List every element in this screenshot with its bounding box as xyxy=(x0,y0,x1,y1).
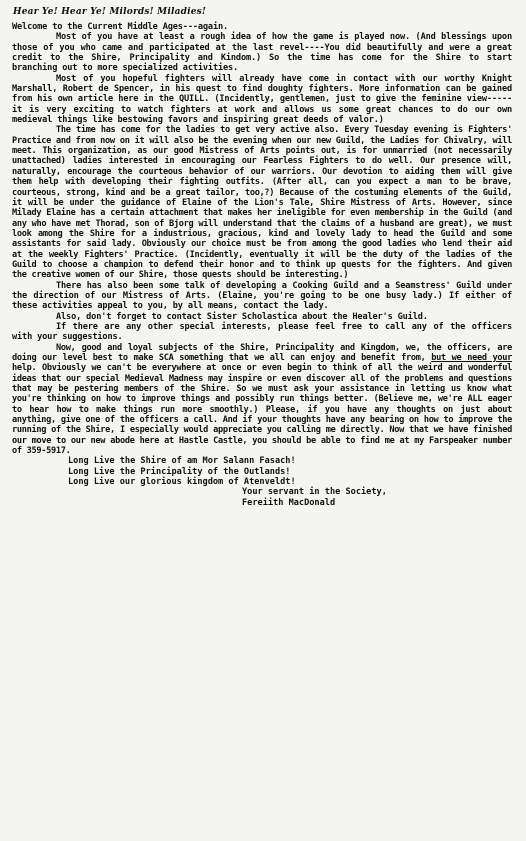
paragraph-fighters: Most of you hopeful fighters will already have come in contact with our worthy Knight Marshall, Robert de Spencer, in his quest to find doughty fighters. More information can be gained from his own article here in the QUILL. (Incidently, gentlemen, just to give the feminine view-----it is very exciting to watch fighters at work and allows us some great chances to do our own medieval things like bestowing favors and inspiring great deeds of valor.) xyxy=(12,73,512,126)
paragraph-ladies-guild: The time has come for the ladies to get very active also. Every Tuesday evening is Fighters' Practice and from now on it will also be the evening when our new Guild, the Ladies for Chivalry, will meet. This organization, as our good Mistress of Arts points out, is for unmarried (not necessarily unattached) ladies interested in encouraging our Fearless Fighters to do well. Our presence will, naturally, encourage the courteous behavior of our warriors. Our devotion to aiding them will give them help with developing their fighting outfits. (After all, can you expect a man to be brave, courteous, strong, kind and be a great tailor, too,?) Because of the costuming elements of the Guild, it will be under the guidance of Elaine of the Lion's Tale, Shire Mistress of Arts. However, since Milady Elaine has a certain attachment that makes her ineligible for even membership in the Guild (and any who have met Thorad, son of Bjorg will understand that the claims of a husband are great), we must look among the Shire for a industrious, gracious, kind and lovely lady to head the Guild and some assistants for said lady. Obviously our choice must be from among the good ladies who lend their aid at the weekly Fighters' Practice. (Incidently, eventually it will be the duty of the ladies of the Guild to choose a champion to defend their honor and to think up quests for the fighters. And given the creative women of our Shire, those quests should be interesting.) xyxy=(12,125,512,281)
paragraph-call-to-action: Now, good and loyal subjects of the Shire, Principality and Kingdom, we, the officers, are doing our level best to make SCA something that we all can enjoy and benefit from, but we need your help. Obviously we can't be everywhere at once or even begin to think of all the weird and wonderful ideas that our special Medieval Madness may inspire or even discover all of the problems and questions that may be pestering members of the Shire. So we must ask your assistance in letting us know what you're thinking on how to improve things and possibly run things better. (Believe me, we're ALL eager to hear how to make things run more smoothly.) Please, if you have any thoughts on just about anything, give one of the officers a call. And if your thoughts have any bearing on how to improve the running of the Shire, I especially would appreciate you calling me directly. Now that we have finished our move to our new abode here at Hastle Castle, you should be able to find me at my Farspeaker number of 359-5917. xyxy=(12,342,512,457)
signature-name: Fereiith MacDonald xyxy=(242,497,336,508)
paragraph-welcome: Welcome to the Current Middle Ages---again. xyxy=(12,22,229,32)
signature-salutation: Your servant in the Society, xyxy=(242,487,387,498)
signature-block xyxy=(242,487,512,508)
cheer-kingdom: Long Live our glorious kingdom of Atenveldt! xyxy=(68,477,296,488)
letter-body xyxy=(12,22,512,456)
cheer-shire: Long Live the Shire of am Mor Salann Fasach! xyxy=(68,456,296,467)
paragraph-intro: Most of you have at least a rough idea of how the game is played now. (And blessings upon those of you who came and participated at the last revel----You did beautifully and were a great credit to the Shire, Principality and Kindom.) So the time has come for the Shire to start branching out to more specialized activities. xyxy=(12,32,512,74)
closing-cheers xyxy=(12,456,512,487)
paragraph-special-interests: If there are any other special interests, please feel free to call any of the officers with your suggestions. xyxy=(12,321,512,343)
page-header: Hear Ye! Hear Ye! Milords! Miladies! xyxy=(13,7,207,17)
paragraph-other-guilds: There has also been some talk of developing a Cooking Guild and a Seamstress' Guild under the direction of our Mistress of Arts. (Elaine, you're going to be one busy lady.) If either of these activities appeal to you, by all means, contact the lady. xyxy=(12,280,512,312)
cheer-principality: Long Live the Principality of the Outlands! xyxy=(68,466,291,477)
paragraph-healers-guild: Also, don't forget to contact Sister Scholastica about the Healer's Guild. xyxy=(56,311,428,322)
underlined-phrase: but we need your xyxy=(431,353,512,363)
